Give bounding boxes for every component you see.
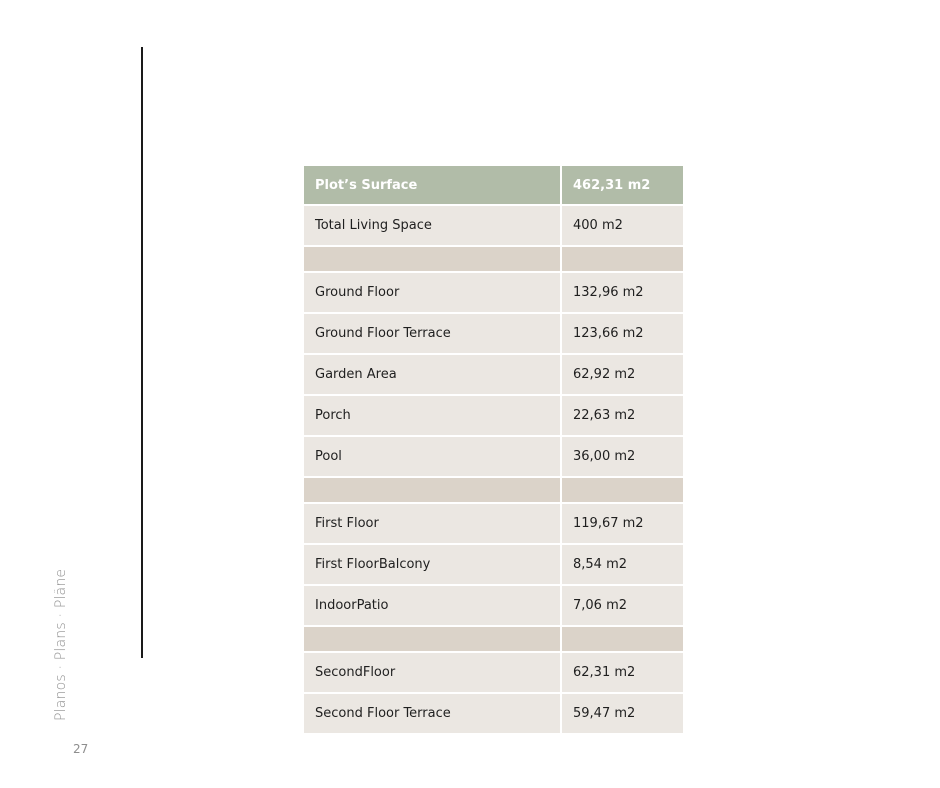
row-value: 36,00 m2 <box>562 437 683 476</box>
table-row <box>304 653 683 692</box>
table-row <box>304 545 683 584</box>
row-value: 132,96 m2 <box>562 273 683 312</box>
separator-cell <box>562 478 683 502</box>
row-label: Porch <box>304 396 560 435</box>
separator-cell <box>304 478 560 502</box>
row-value: 8,54 m2 <box>562 545 683 584</box>
table-row <box>304 437 683 476</box>
row-value: 22,63 m2 <box>562 396 683 435</box>
row-label: First Floor <box>304 504 560 543</box>
table-header-row <box>304 166 683 204</box>
table-row <box>304 273 683 312</box>
row-label: Ground Floor Terrace <box>304 314 560 353</box>
separator-cell <box>304 627 560 651</box>
side-caption: Planos · Plans · Pläne <box>53 568 69 721</box>
table-row <box>304 206 683 245</box>
row-label: Garden Area <box>304 355 560 394</box>
table-row <box>304 355 683 394</box>
row-value: 400 m2 <box>562 206 683 245</box>
separator-cell <box>304 247 560 271</box>
plot-surface-value: 462,31 m2 <box>562 166 683 204</box>
section-separator-row <box>304 247 683 271</box>
row-value: 59,47 m2 <box>562 694 683 733</box>
row-label: Ground Floor <box>304 273 560 312</box>
row-label: Pool <box>304 437 560 476</box>
row-value: 123,66 m2 <box>562 314 683 353</box>
table-row <box>304 694 683 733</box>
page-number: 27 <box>73 742 89 756</box>
plot-surface-label: Plot’s Surface <box>304 166 560 204</box>
separator-cell <box>562 247 683 271</box>
row-label: SecondFloor <box>304 653 560 692</box>
section-separator-row <box>304 627 683 651</box>
row-value: 7,06 m2 <box>562 586 683 625</box>
table-row <box>304 586 683 625</box>
table-row <box>304 504 683 543</box>
separator-cell <box>562 627 683 651</box>
surface-area-table <box>302 164 685 735</box>
section-separator-row <box>304 478 683 502</box>
table-row <box>304 314 683 353</box>
row-label: First FloorBalcony <box>304 545 560 584</box>
row-value: 62,92 m2 <box>562 355 683 394</box>
row-label: IndoorPatio <box>304 586 560 625</box>
vertical-divider-line <box>141 47 143 658</box>
row-value: 62,31 m2 <box>562 653 683 692</box>
row-value: 119,67 m2 <box>562 504 683 543</box>
table-row <box>304 396 683 435</box>
row-label: Second Floor Terrace <box>304 694 560 733</box>
row-label: Total Living Space <box>304 206 560 245</box>
